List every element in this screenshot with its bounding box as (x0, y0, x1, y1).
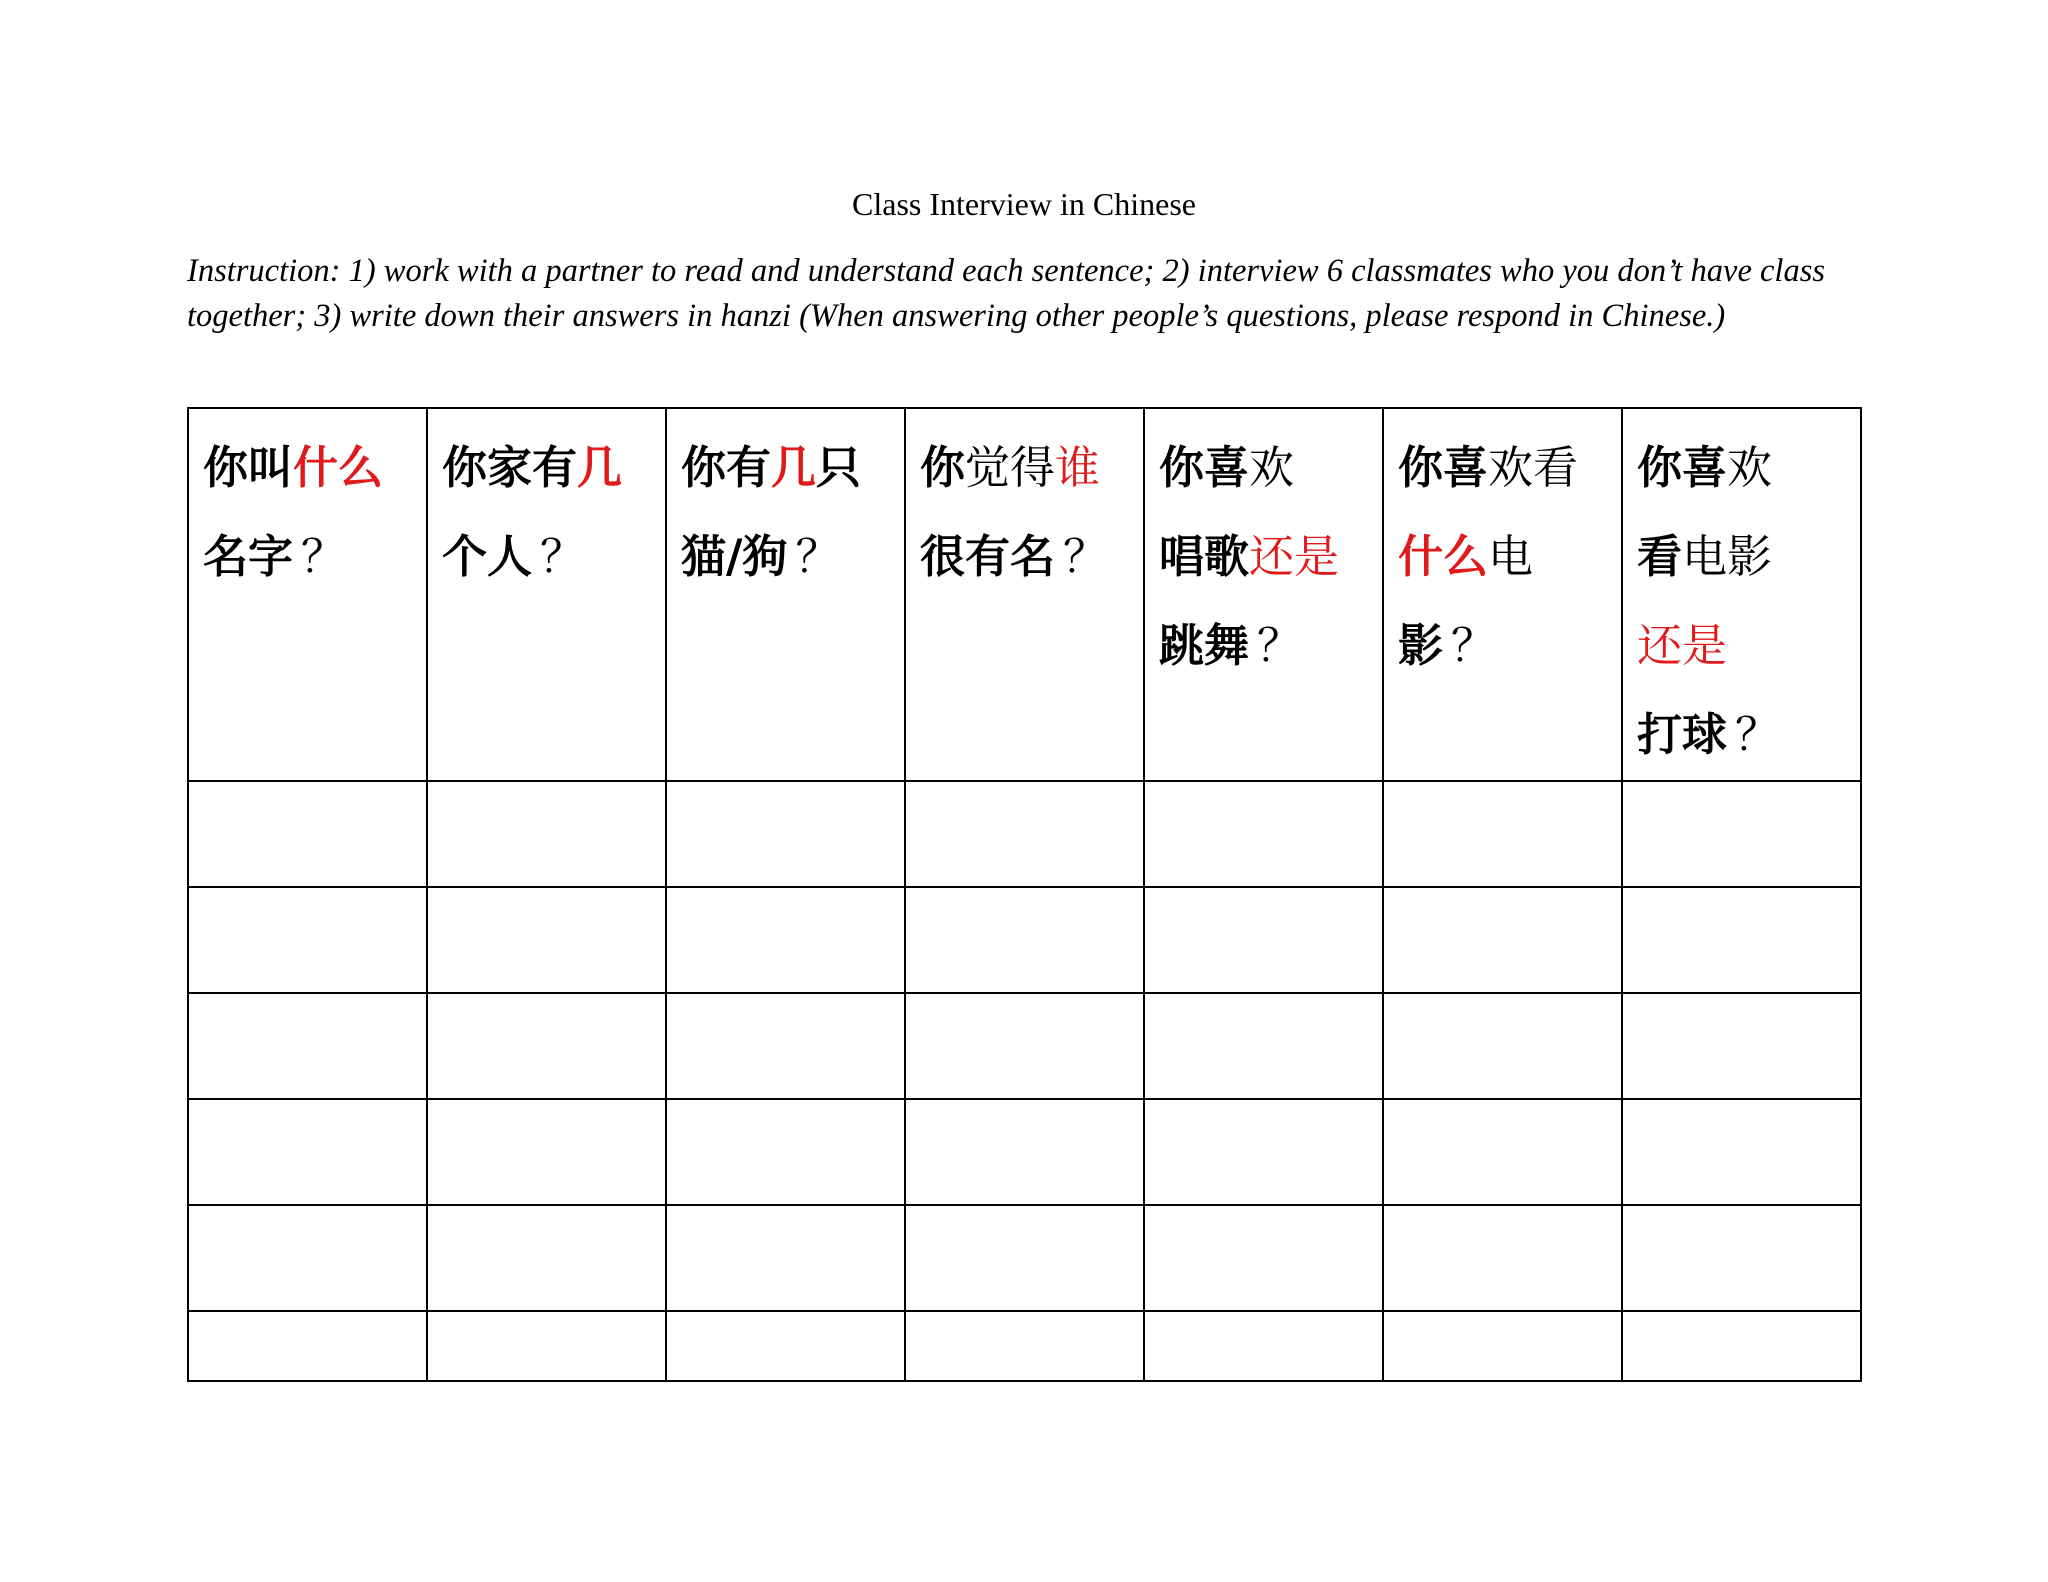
question-text: 名字 (203, 530, 294, 583)
question-line (442, 423, 655, 512)
answer-cell[interactable] (427, 993, 666, 1099)
question-line (1398, 512, 1611, 601)
question-text: 欢 (1727, 441, 1773, 494)
answer-cell[interactable] (1383, 781, 1622, 887)
answer-row (188, 993, 1861, 1099)
question-cell-3 (666, 408, 905, 781)
question-line (203, 512, 416, 601)
question-line (1637, 423, 1850, 512)
question-line (203, 423, 416, 512)
answer-cell[interactable] (188, 781, 427, 887)
question-mark: ？ (795, 530, 841, 583)
highlighted-question-word: 什么 (293, 441, 384, 494)
question-mark: ？ (1063, 530, 1109, 583)
answer-cell[interactable] (666, 1205, 905, 1311)
question-text: 打球 (1637, 708, 1728, 761)
answer-row (188, 1311, 1861, 1381)
question-line (442, 512, 655, 601)
question-text: 电 (1488, 530, 1534, 583)
question-line (1159, 601, 1372, 690)
answer-cell[interactable] (1144, 1311, 1383, 1381)
answer-cell[interactable] (1622, 887, 1861, 993)
question-text: 觉得 (965, 441, 1056, 494)
question-text: 影 (1398, 619, 1444, 672)
page-title: Class Interview in Chinese (852, 186, 1196, 222)
answer-row (188, 1205, 1861, 1311)
answer-cell[interactable] (1383, 1205, 1622, 1311)
highlighted-question-word: 几 (577, 441, 623, 494)
question-cell-2 (427, 408, 666, 781)
answer-cell[interactable] (427, 887, 666, 993)
question-mark: ？ (1257, 619, 1303, 672)
answer-cell[interactable] (427, 781, 666, 887)
answer-cell[interactable] (905, 1311, 1144, 1381)
answer-cell[interactable] (1383, 1099, 1622, 1205)
answer-row (188, 1099, 1861, 1205)
highlighted-question-word: 还是 (1637, 619, 1728, 672)
question-line (1637, 601, 1850, 690)
answer-cell[interactable] (188, 1205, 427, 1311)
answer-cell[interactable] (1622, 993, 1861, 1099)
highlighted-question-word: 什么 (1398, 530, 1489, 583)
question-text: 猫/狗 (681, 530, 788, 583)
answer-cell[interactable] (666, 887, 905, 993)
answer-cell[interactable] (1144, 1205, 1383, 1311)
question-text: 电影 (1682, 530, 1773, 583)
question-mark: ？ (540, 530, 586, 583)
highlighted-question-word: 谁 (1055, 441, 1101, 494)
question-cell-4 (905, 408, 1144, 781)
answer-row (188, 887, 1861, 993)
answer-cell[interactable] (666, 781, 905, 887)
question-row (188, 408, 1861, 781)
question-cell-6 (1383, 408, 1622, 781)
question-text: 欢 (1249, 441, 1295, 494)
question-line (1398, 601, 1611, 690)
answer-cell[interactable] (905, 993, 1144, 1099)
answer-cell[interactable] (1144, 993, 1383, 1099)
answer-row (188, 781, 1861, 887)
answer-cell[interactable] (1144, 1099, 1383, 1205)
question-line (681, 512, 894, 601)
answer-cell[interactable] (427, 1205, 666, 1311)
question-line (1637, 512, 1850, 601)
answer-cell[interactable] (427, 1099, 666, 1205)
question-text: 个人 (442, 530, 533, 583)
question-line (1159, 423, 1372, 512)
question-text: 欢看 (1488, 441, 1579, 494)
highlighted-question-word: 几 (771, 441, 817, 494)
interview-table (187, 407, 1862, 1382)
answer-cell[interactable] (188, 1311, 427, 1381)
answer-cell[interactable] (1383, 993, 1622, 1099)
answer-cell[interactable] (1622, 1205, 1861, 1311)
question-text: 你喜 (1398, 441, 1489, 494)
question-text: 很有名 (920, 530, 1056, 583)
question-text: 唱歌 (1159, 530, 1250, 583)
answer-cell[interactable] (1144, 781, 1383, 887)
answer-cell[interactable] (1622, 1099, 1861, 1205)
question-cell-7 (1622, 408, 1861, 781)
answer-cell[interactable] (666, 1311, 905, 1381)
answer-cell[interactable] (188, 887, 427, 993)
question-text: 看 (1637, 530, 1683, 583)
question-text: 你叫 (203, 441, 294, 494)
answer-cell[interactable] (905, 887, 1144, 993)
answer-cell[interactable] (1622, 1311, 1861, 1381)
question-text: 你有 (681, 441, 772, 494)
question-line (1398, 423, 1611, 512)
instruction-text: Instruction: 1) work with a partner to read and understand each sentence; 2) interview 6 classmates who you don’t have class together; 3) write down their answers in hanzi (When answering other people’s questions, please respond in Chinese.) (187, 253, 1825, 334)
question-cell-1 (188, 408, 427, 781)
answer-cell[interactable] (666, 993, 905, 1099)
question-text: 你 (920, 441, 966, 494)
answer-cell[interactable] (905, 1099, 1144, 1205)
answer-cell[interactable] (1383, 1311, 1622, 1381)
question-text: 只 (816, 441, 862, 494)
question-mark: ？ (1735, 708, 1781, 761)
question-line (1637, 690, 1850, 779)
question-line (681, 423, 894, 512)
question-line (920, 423, 1133, 512)
question-line (920, 512, 1133, 601)
highlighted-question-word: 还是 (1249, 530, 1340, 583)
answer-cell[interactable] (427, 1311, 666, 1381)
answer-cell[interactable] (1622, 781, 1861, 887)
answer-cell[interactable] (905, 1205, 1144, 1311)
answer-cell[interactable] (905, 781, 1144, 887)
answer-cell[interactable] (666, 1099, 905, 1205)
question-text: 跳舞 (1159, 619, 1250, 672)
question-mark: ？ (301, 530, 347, 583)
question-text: 你家有 (442, 441, 578, 494)
question-mark: ？ (1451, 619, 1497, 672)
question-text: 你喜 (1637, 441, 1728, 494)
question-cell-5 (1144, 408, 1383, 781)
answer-cell[interactable] (188, 1099, 427, 1205)
question-text: 你喜 (1159, 441, 1250, 494)
answer-cell[interactable] (1144, 887, 1383, 993)
answer-cell[interactable] (1383, 887, 1622, 993)
question-line (1159, 512, 1372, 601)
answer-cell[interactable] (188, 993, 427, 1099)
interview-table-wrapper (187, 407, 1862, 1382)
